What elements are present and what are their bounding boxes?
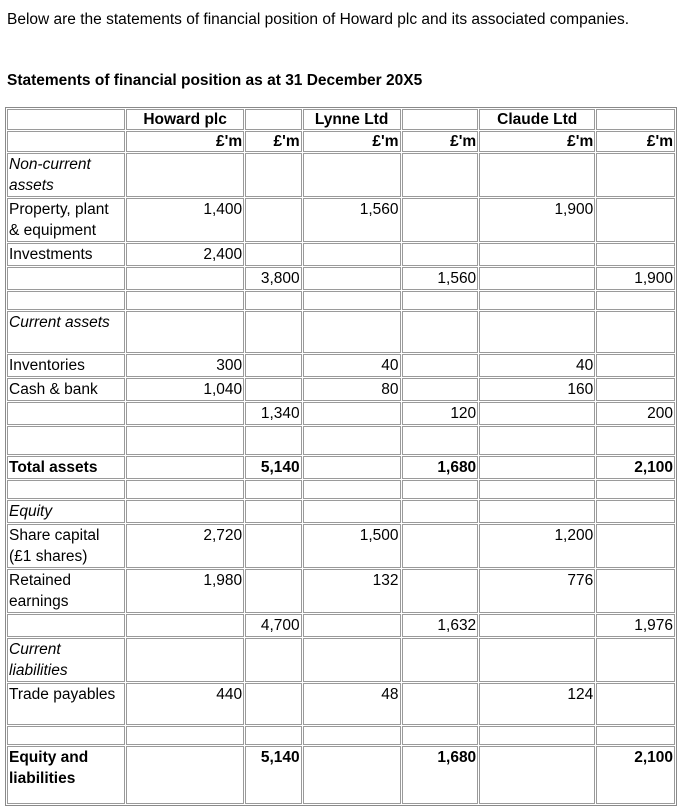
lynne-value: 48 <box>303 683 401 725</box>
financial-position-table <box>5 107 677 806</box>
lynne-value: 132 <box>303 569 401 613</box>
table-row <box>7 198 675 242</box>
table-row <box>7 354 675 377</box>
row-label: Investments <box>7 243 125 266</box>
howard-value: 1,980 <box>126 569 244 613</box>
row-label: Equity and liabilities <box>7 746 125 804</box>
table-row <box>7 746 675 804</box>
howard-header: Howard plc <box>126 109 244 130</box>
table-row <box>7 153 675 197</box>
howard-subtotal: 3,800 <box>245 267 302 290</box>
table-row <box>7 638 675 682</box>
row-label: Property, plant & equipment <box>7 198 125 242</box>
row-label: Inventories <box>7 354 125 377</box>
lynne-subtotal: 1,560 <box>402 267 479 290</box>
table-header-row <box>7 109 675 130</box>
table-row <box>7 402 675 425</box>
table-row <box>7 569 675 613</box>
spacer-row <box>7 426 675 455</box>
current-liabilities-heading: Current liabilities <box>7 638 125 682</box>
lynne-value: 1,500 <box>303 524 401 568</box>
table-unit-row <box>7 131 675 152</box>
row-label: Cash & bank <box>7 378 125 401</box>
table-row <box>7 456 675 479</box>
howard-value: 2,400 <box>126 243 244 266</box>
claude-value: 40 <box>479 354 595 377</box>
howard-value: 1,040 <box>126 378 244 401</box>
howard-total: 5,140 <box>245 746 302 804</box>
statement-title: Statements of financial position as at 31 December 20X5 <box>7 72 423 89</box>
claude-subtotal: 200 <box>596 402 675 425</box>
table-row <box>7 683 675 725</box>
current-assets-heading: Current assets <box>7 311 125 353</box>
lynne-total: 1,680 <box>402 456 479 479</box>
unit-label: £'m <box>303 131 401 152</box>
table-row <box>7 614 675 637</box>
table-row <box>7 378 675 401</box>
lynne-subtotal: 1,632 <box>402 614 479 637</box>
claude-value: 1,200 <box>479 524 595 568</box>
intro-text: Below are the statements of financial position of Howard plc and its associated companies. <box>7 11 630 28</box>
unit-label: £'m <box>596 131 675 152</box>
howard-value: 2,720 <box>126 524 244 568</box>
row-label: Total assets <box>7 456 125 479</box>
claude-value: 124 <box>479 683 595 725</box>
unit-label: £'m <box>479 131 595 152</box>
claude-subtotal: 1,900 <box>596 267 675 290</box>
unit-label: £'m <box>245 131 302 152</box>
table-row <box>7 500 675 523</box>
claude-header: Claude Ltd <box>479 109 595 130</box>
claude-value: 776 <box>479 569 595 613</box>
spacer-row <box>7 726 675 745</box>
lynne-subtotal: 120 <box>402 402 479 425</box>
spacer-row <box>7 480 675 499</box>
table-row <box>7 311 675 353</box>
table-row <box>7 524 675 568</box>
claude-subtotal: 1,976 <box>596 614 675 637</box>
claude-value: 1,900 <box>479 198 595 242</box>
spacer-row <box>7 291 675 310</box>
howard-value: 1,400 <box>126 198 244 242</box>
row-label: Retained earnings <box>7 569 125 613</box>
claude-value: 160 <box>479 378 595 401</box>
howard-total: 5,140 <box>245 456 302 479</box>
howard-subtotal: 4,700 <box>245 614 302 637</box>
howard-value: 300 <box>126 354 244 377</box>
lynne-header: Lynne Ltd <box>303 109 401 130</box>
lynne-total: 1,680 <box>402 746 479 804</box>
unit-label: £'m <box>402 131 479 152</box>
row-label: Share capital (£1 shares) <box>7 524 125 568</box>
claude-total: 2,100 <box>596 456 675 479</box>
lynne-value: 1,560 <box>303 198 401 242</box>
table-row <box>7 243 675 266</box>
howard-subtotal: 1,340 <box>245 402 302 425</box>
equity-heading: Equity <box>7 500 125 523</box>
lynne-value: 40 <box>303 354 401 377</box>
unit-label: £'m <box>126 131 244 152</box>
lynne-value: 80 <box>303 378 401 401</box>
table-row <box>7 267 675 290</box>
howard-value: 440 <box>126 683 244 725</box>
row-label: Trade payables <box>7 683 125 725</box>
noncurrent-assets-heading: Non-current assets <box>7 153 125 197</box>
claude-total: 2,100 <box>596 746 675 804</box>
